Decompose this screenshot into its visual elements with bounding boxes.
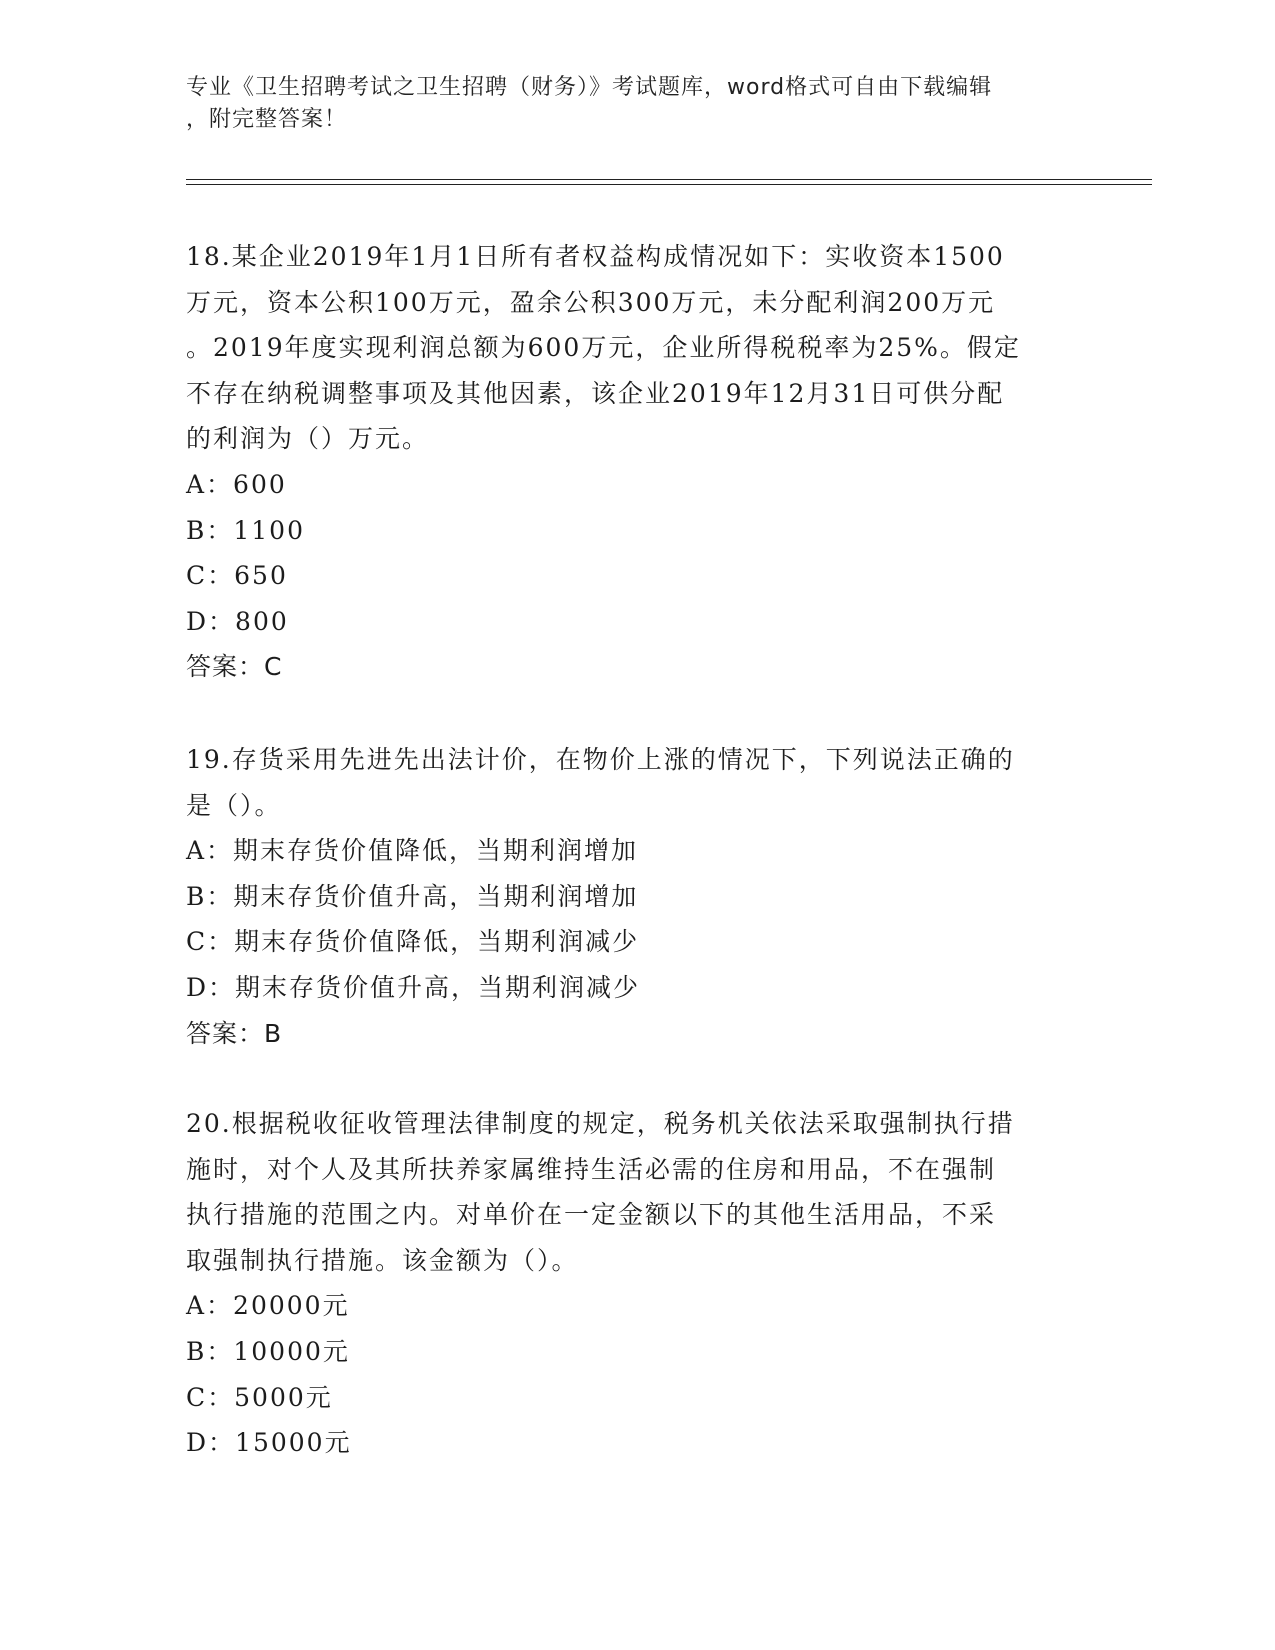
option-c: C：期末存货价值降低，当期利润减少 xyxy=(186,927,640,957)
question-stem-line: 的利润为（）万元。 xyxy=(186,424,430,454)
option-d: D：800 xyxy=(186,606,289,636)
option-b: B：期末存货价值升高，当期利润增加 xyxy=(186,881,639,911)
option-b: B：1100 xyxy=(186,515,305,545)
question-stem-line: 执行措施的范围之内。对单价在一定金额以下的其他生活用品，不采 xyxy=(186,1200,997,1230)
question-stem-line: 取强制执行措施。该金额为（）。 xyxy=(186,1245,579,1275)
option-a: A：600 xyxy=(186,469,287,499)
question-stem-line: 19.存货采用先进先出法计价，在物价上涨的情况下，下列说法正确的 xyxy=(186,745,1015,774)
question-stem-line: 施时，对个人及其所扶养家属维持生活必需的住房和用品，不在强制 xyxy=(186,1154,997,1184)
question-stem-line: 不存在纳税调整事项及其他因素，该企业2019年12月31日可供分配 xyxy=(186,378,1005,408)
question-stem-line: 。2019年度实现利润总额为600万元，企业所得税税率为25%。假定 xyxy=(186,333,1021,363)
header-line-1: 专业《卫生招聘考试之卫生招聘（财务）》考试题库，word格式可自由下载编辑 xyxy=(186,75,993,100)
header-divider-top xyxy=(186,179,1152,180)
header-line-2: ，附完整答案！ xyxy=(186,107,348,132)
answer-line: 答案：B xyxy=(186,1018,283,1048)
question-stem-line: 20.根据税收征收管理法律制度的规定，税务机关依法采取强制执行措 xyxy=(186,1109,1015,1138)
option-c: C：5000元 xyxy=(186,1382,333,1412)
question-18 xyxy=(186,234,1086,690)
option-a: A：20000元 xyxy=(186,1291,350,1321)
option-a: A：期末存货价值降低，当期利润增加 xyxy=(186,836,639,866)
question-stem-line: 万元，资本公积100万元，盈余公积300万元，未分配利润200万元 xyxy=(186,287,996,317)
option-b: B：10000元 xyxy=(186,1336,350,1366)
option-d: D：15000元 xyxy=(186,1428,352,1458)
question-stem-line: 18.某企业2019年1月1日所有者权益构成情况如下：实收资本1500 xyxy=(186,242,1005,271)
document-header xyxy=(186,72,1066,136)
option-c: C：650 xyxy=(186,561,288,591)
question-20 xyxy=(186,1101,1086,1466)
header-divider-bottom xyxy=(186,184,1152,185)
question-stem-line: 是（）。 xyxy=(186,790,282,820)
answer-line: 答案：C xyxy=(186,652,283,682)
question-19 xyxy=(186,737,1086,1056)
option-d: D：期末存货价值升高，当期利润减少 xyxy=(186,972,641,1002)
